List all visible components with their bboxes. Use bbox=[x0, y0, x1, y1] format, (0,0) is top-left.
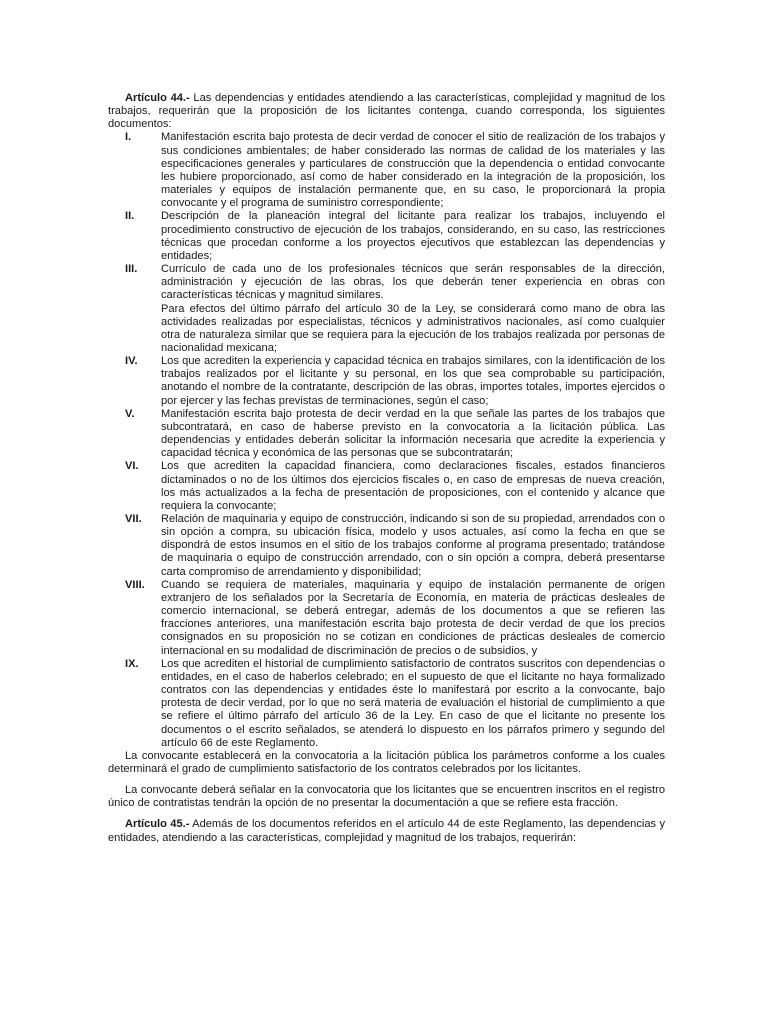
item-number: I. bbox=[125, 131, 132, 144]
item-number: V. bbox=[125, 407, 135, 420]
list-item bbox=[108, 131, 665, 210]
article-44-heading: Artículo 44.- bbox=[125, 92, 190, 104]
item-text: Manifestación escrita bajo protesta de decir verdad en la que señale las partes de los trabajos que subcontratará, en caso de haberse previsto en la convocatoria a la licitación pública. Las dependencias y entidades deberán solicitar la información necesaria que acredite la experiencia y capacidad técnica y económica de las personas que se subcontratarán; bbox=[161, 407, 665, 460]
item-number: VII. bbox=[125, 513, 142, 525]
list-item bbox=[108, 513, 665, 579]
article-45-heading: Artículo 45.- bbox=[125, 818, 190, 831]
item-number: II. bbox=[125, 210, 135, 223]
article-44-closing-2: La convocante deberá señalar en la convocatoria que los licitantes que se encuentren inscritos en el registro único de contratistas tendrán la opción de no presentar la documentación a que se refiere esta fracción. bbox=[108, 784, 665, 810]
list-item bbox=[108, 263, 665, 302]
list-item bbox=[108, 355, 665, 408]
item-text: Relación de maquinaria y equipo de construcción, indicando si son de su propiedad, arrendados con o sin opción a compra, su ubicación física, modelo y usos actuales, así como la fecha en que se dispondrá de estos insumos en el sitio de los trabajos conforme al programa presentado; tratándose de maquinaria o equipo de construcción arrendado, con o sin opción a compra, deberá presentarse carta compromiso de arrendamiento y disponibilidad; bbox=[161, 513, 665, 578]
item-number: VIII. bbox=[125, 578, 145, 591]
item-text: Descripción de la planeación integral del licitante para realizar los trabajos, incluyendo el procedimiento constructivo de ejecución de los trabajos, considerando, en su caso, las restricciones técnicas que procedan conforme a los proyectos ejecutivos que establezcan las dependencias y entidades; bbox=[161, 210, 665, 262]
list-item bbox=[108, 210, 665, 263]
article-44-intro-text: Las dependencias y entidades atendiendo a las características, complejidad y magnitud de los trabajos, requerirán que la proposición de los licitantes contenga, cuando corresponda, los siguientes documentos: bbox=[108, 92, 665, 131]
item-text: Manifestación escrita bajo protesta de decir verdad de conocer el sitio de realización de los trabajos y sus condiciones ambientales; de haber considerado las normas de calidad de los materiales y las especificaciones generales y particulares de construcción que la dependencia o entidad convocante les hubiere proporcionado, así como de haber considerado en la integración de la proposición, los materiales y equipos de instalación permanente que, en su caso, le proporcionará la propia convocante y el programa de suministro correspondiente; bbox=[161, 131, 665, 210]
item-number: III. bbox=[125, 263, 138, 276]
article-44-closing-1: La convocante establecerá en la convocatoria a la licitación pública los parámetros conforme a los cuales determinará el grado de cumplimiento satisfactorio de los contratos celebrados por los licitantes. bbox=[108, 749, 665, 775]
article-44-intro bbox=[108, 92, 665, 131]
article-45-intro-text: Además de los documentos referidos en el artículo 44 de este Reglamento, las dependencias y entidades, atendiendo a las características, complejidad y magnitud de los trabajos, requerirán: bbox=[108, 818, 665, 844]
item-number: IV. bbox=[125, 355, 138, 368]
list-item bbox=[108, 408, 665, 461]
item-text: Los que acrediten la capacidad financiera, como declaraciones fiscales, estados financieros dictaminados o no de los últimos dos ejercicios fiscales o, en caso de empresas de nueva creación, los más actualizados a la fecha de presentación de proposiciones, con el contenido y alcance que requiera la convocante; bbox=[161, 460, 665, 512]
item-number: IX. bbox=[125, 657, 139, 670]
item-text: Cuando se requiera de materiales, maquinaria y equipo de instalación permanente de origen extranjero de los señalados por la Secretaría de Economía, en materia de prácticas desleales de comercio internacional, se deberá entregar, además de los documentos a que se refieren las fracciones anteriores, una manifestación escrita bajo protesta de decir verdad de que los precios consignados en su proposición no se cotizan en condiciones de prácticas desleales de comercio internacional en su modalidad de discriminación de precios o de subsidios, y bbox=[161, 578, 665, 657]
article-45-intro bbox=[108, 818, 665, 844]
item-number: VI. bbox=[125, 460, 139, 473]
item-text: Currículo de cada uno de los profesionales técnicos que serán responsables de la dirección, administración y ejecución de las obras, los que deberán tener experiencia en obras con características técnicas y magnitud similares. bbox=[161, 263, 665, 302]
list-item bbox=[108, 658, 665, 750]
item-3-extra-paragraph: Para efectos del último párrafo del artículo 30 de la Ley, se considerará como mano de obra las actividades realizadas por especialistas, técnicos y administrativos nacionales, así como cualquier otra de naturaleza similar que se requiera para la ejecución de los trabajos realizada por personas de nacionalidad mexicana; bbox=[161, 302, 665, 354]
list-item bbox=[108, 579, 665, 658]
list-item bbox=[108, 460, 665, 513]
item-text: Los que acrediten el historial de cumplimiento satisfactorio de contratos suscritos con dependencias o entidades, en el caso de haberlos celebrado; en el supuesto de que el licitante no haya formalizado contratos con las dependencias y entidades éste lo manifestará por escrito a la convocante, bajo protesta de decir verdad, por lo que no será materia de evaluación el historial de cumplimiento a que se refiere el último párrafo del artículo 36 de la Ley. En caso de que el licitante no presente los documentos o el escrito señalados, se atenderá lo dispuesto en los párrafos primero y segundo del artículo 66 de este Reglamento. bbox=[161, 657, 665, 749]
item-text: Los que acrediten la experiencia y capacidad técnica en trabajos similares, con la identificación de los trabajos realizados por el licitante y su personal, en los que sea comprobable su participación, anotando el nombre de la contratante, descripción de las obras, importes totales, importes ejercidos o por ejercer y las fechas previstas de terminaciones, según el caso; bbox=[161, 355, 665, 407]
